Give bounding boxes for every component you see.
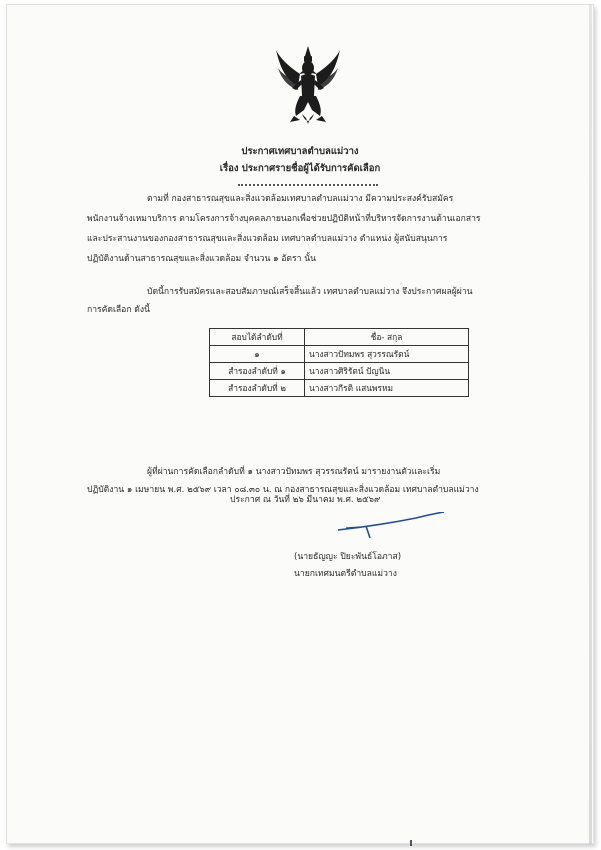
table-header-name: ชื่อ- สกุล xyxy=(305,329,469,346)
paragraph-2-line-1: บัดนี้การรับสมัครและสอบสัมภาษณ์เสร็จสิ้นแล้ว เทศบาลตำบลแม่วาง จึงประกาศผลผู้ผ่าน xyxy=(147,287,473,297)
table-header-row xyxy=(210,329,469,346)
table-cell-rank: ๑ xyxy=(210,346,305,363)
signer-name: (นายธัญญะ ปิยะพันธ์โอภาส) xyxy=(294,552,402,562)
results-table xyxy=(209,328,469,397)
announce-date: ประกาศ ณ วันที่ ๒๖ มีนาคม พ.ศ. ๒๕๖๙ xyxy=(230,495,381,505)
paragraph-1-line-2: พนักงานจ้างเหมาบริการ ตามโครงการจ้างบุคคลภายนอกเพื่อช่วยปฏิบัติหน้าที่บริหารจัดการงานด้านเอกสาร xyxy=(87,214,481,224)
document-page xyxy=(6,4,594,844)
signature-icon xyxy=(336,512,448,540)
table-row xyxy=(210,380,469,397)
document-subject: เรื่อง ประกาศรายชื่อผู้ได้รับการคัดเลือก xyxy=(219,163,381,174)
paragraph-3-line-1: ผู้ที่ผ่านการคัดเลือกลำดับที่ ๑ นางสาวปัทมพร สุวรรณรัตน์ มารายงานตัวและเริ่ม xyxy=(147,467,441,477)
table-cell-name: นางสาวศิริรัตน์ ปัญนิน xyxy=(305,363,469,380)
scan-edge xyxy=(589,4,592,844)
table-cell-rank: สำรองลำดับที่ ๑ xyxy=(210,363,305,380)
document-title: ประกาศเทศบาลตำบลแม่วาง xyxy=(241,146,359,157)
table-cell-rank: สำรองลำดับที่ ๒ xyxy=(210,380,305,397)
paragraph-2-line-2: การคัดเลือก ดังนี้ xyxy=(87,305,150,315)
paragraph-3-line-2: ปฏิบัติงาน ๑ เมษายน พ.ศ. ๒๕๖๙ เวลา ๐๘.๓๐ น. ณ กองสาธารณสุขและสิ่งแวดล้อม เทศบาลตำบลแม่วาง xyxy=(87,485,479,495)
dotted-divider xyxy=(238,182,378,186)
garuda-emblem-icon xyxy=(274,44,342,129)
paragraph-1-line-3: และประสานงานของกองสาธารณสุขและสิ่งแวดล้อม เทศบาลตำบลแม่วาง ตำแหน่ง ผู้สนับสนุนการ xyxy=(87,234,448,244)
paragraph-1-line-1: ตามที่ กองสาธารณสุขและสิ่งแวดล้อมเทศบาลตำบลแม่วาง มีความประสงค์รับสมัคร xyxy=(147,194,454,204)
table-row xyxy=(210,346,469,363)
table-header-rank: สอบได้ลำดับที่ xyxy=(210,329,305,346)
table-cell-name: นางสาวกีรติ แสนพรหม xyxy=(305,380,469,397)
paragraph-1-line-4: ปฏิบัติงานด้านสาธารณสุขและสิ่งแวดล้อม จำนวน ๑ อัตรา นั้น xyxy=(87,254,316,264)
table-cell-name: นางสาวปัทมพร สุวรรณรัตน์ xyxy=(305,346,469,363)
table-row xyxy=(210,363,469,380)
page-mark xyxy=(410,840,412,846)
signer-position: นายกเทศมนตรีตำบลแม่วาง xyxy=(294,569,397,579)
